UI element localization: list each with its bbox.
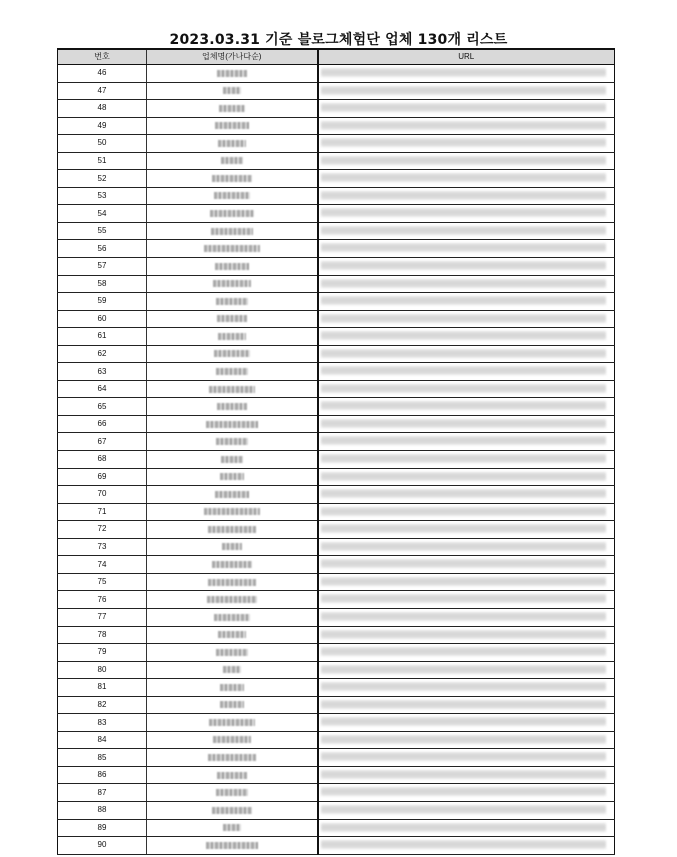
company-name-cell — [147, 784, 318, 802]
url-cell — [318, 661, 615, 679]
redacted-url — [321, 559, 607, 568]
redacted-company-name — [204, 245, 260, 252]
url-cell — [318, 433, 615, 451]
redacted-url — [321, 296, 607, 305]
row-number: 71 — [58, 503, 147, 521]
company-name-cell — [147, 82, 318, 100]
table-row — [58, 415, 615, 433]
redacted-url — [321, 489, 607, 498]
redacted-url — [321, 191, 607, 200]
redacted-company-name — [216, 298, 248, 305]
row-number: 87 — [58, 784, 147, 802]
url-cell — [318, 328, 615, 346]
url-cell — [318, 766, 615, 784]
row-number: 64 — [58, 380, 147, 398]
page-title: 2023.03.31 기준 블로그체험단 업체 130개 리스트 — [169, 32, 508, 48]
redacted-company-name — [214, 350, 250, 357]
company-name-cell — [147, 310, 318, 328]
url-cell — [318, 170, 615, 188]
company-name-cell — [147, 819, 318, 837]
row-number: 78 — [58, 626, 147, 644]
redacted-company-name — [208, 579, 256, 586]
url-cell — [318, 380, 615, 398]
url-cell — [318, 626, 615, 644]
company-name-cell — [147, 556, 318, 574]
table-row — [58, 380, 615, 398]
row-number: 57 — [58, 258, 147, 276]
redacted-company-name — [204, 508, 260, 515]
url-cell — [318, 679, 615, 697]
redacted-company-name — [217, 772, 247, 779]
redacted-url — [321, 86, 607, 95]
redacted-url — [321, 401, 607, 410]
table-row — [58, 608, 615, 626]
table-row — [58, 258, 615, 276]
table-row — [58, 486, 615, 504]
company-name-cell — [147, 328, 318, 346]
table-row — [58, 556, 615, 574]
url-cell — [318, 451, 615, 469]
company-name-cell — [147, 679, 318, 697]
redacted-company-name — [223, 666, 241, 673]
table-row — [58, 731, 615, 749]
redacted-company-name — [214, 192, 250, 199]
url-cell — [318, 608, 615, 626]
redacted-url — [321, 507, 607, 516]
table-row — [58, 749, 615, 767]
company-name-cell — [147, 503, 318, 521]
redacted-url — [321, 735, 607, 744]
table-row — [58, 363, 615, 381]
redacted-company-name — [220, 473, 244, 480]
redacted-url — [321, 752, 607, 761]
url-cell — [318, 521, 615, 539]
row-number: 80 — [58, 661, 147, 679]
url-cell — [318, 837, 615, 855]
table-row — [58, 345, 615, 363]
redacted-company-name — [217, 403, 247, 410]
company-name-cell — [147, 345, 318, 363]
company-name-cell — [147, 363, 318, 381]
url-cell — [318, 591, 615, 609]
redacted-url — [321, 156, 607, 165]
redacted-company-name — [220, 701, 244, 708]
redacted-url — [321, 436, 607, 445]
url-cell — [318, 222, 615, 240]
table-row — [58, 222, 615, 240]
company-name-cell — [147, 766, 318, 784]
table-row — [58, 591, 615, 609]
table-row — [58, 538, 615, 556]
url-cell — [318, 819, 615, 837]
redacted-company-name — [216, 368, 248, 375]
company-name-cell — [147, 187, 318, 205]
redacted-company-name — [213, 280, 251, 287]
row-number: 65 — [58, 398, 147, 416]
company-name-cell — [147, 240, 318, 258]
row-number: 51 — [58, 152, 147, 170]
url-cell — [318, 275, 615, 293]
url-cell — [318, 100, 615, 118]
redacted-url — [321, 366, 607, 375]
table-row — [58, 135, 615, 153]
url-cell — [318, 784, 615, 802]
company-name-cell — [147, 731, 318, 749]
redacted-company-name — [215, 491, 249, 498]
url-cell — [318, 749, 615, 767]
redacted-company-name — [218, 631, 246, 638]
redacted-url — [321, 384, 607, 393]
header-url: URL — [318, 49, 615, 65]
redacted-company-name — [222, 543, 242, 550]
company-name-cell — [147, 380, 318, 398]
url-cell — [318, 415, 615, 433]
company-name-cell — [147, 415, 318, 433]
url-cell — [318, 345, 615, 363]
table-row — [58, 644, 615, 662]
table-row — [58, 837, 615, 855]
company-name-cell — [147, 573, 318, 591]
redacted-url — [321, 103, 607, 112]
row-number: 67 — [58, 433, 147, 451]
url-cell — [318, 538, 615, 556]
url-cell — [318, 117, 615, 135]
redacted-url — [321, 261, 607, 270]
row-number: 56 — [58, 240, 147, 258]
table-row — [58, 170, 615, 188]
redacted-company-name — [209, 386, 255, 393]
redacted-url — [321, 138, 607, 147]
redacted-company-name — [206, 421, 258, 428]
redacted-url — [321, 349, 607, 358]
row-number: 50 — [58, 135, 147, 153]
table-row — [58, 573, 615, 591]
row-number: 46 — [58, 65, 147, 83]
redacted-company-name — [215, 122, 249, 129]
redacted-url — [321, 331, 607, 340]
company-name-cell — [147, 205, 318, 223]
company-name-cell — [147, 275, 318, 293]
redacted-url — [321, 700, 607, 709]
company-name-cell — [147, 626, 318, 644]
redacted-company-name — [212, 807, 252, 814]
url-cell — [318, 503, 615, 521]
redacted-url — [321, 630, 607, 639]
table-row — [58, 82, 615, 100]
row-number: 63 — [58, 363, 147, 381]
redacted-url — [321, 577, 607, 586]
redacted-company-name — [213, 736, 251, 743]
url-cell — [318, 135, 615, 153]
company-name-cell — [147, 135, 318, 153]
redacted-company-name — [216, 789, 248, 796]
redacted-company-name — [223, 824, 241, 831]
table-row — [58, 503, 615, 521]
url-cell — [318, 573, 615, 591]
company-list-table — [57, 48, 615, 855]
redacted-company-name — [223, 87, 241, 94]
redacted-url — [321, 524, 607, 533]
url-cell — [318, 310, 615, 328]
company-name-cell — [147, 170, 318, 188]
row-number: 48 — [58, 100, 147, 118]
redacted-url — [321, 542, 607, 551]
table-row — [58, 240, 615, 258]
row-number: 81 — [58, 679, 147, 697]
company-name-cell — [147, 222, 318, 240]
company-name-cell — [147, 258, 318, 276]
company-name-cell — [147, 521, 318, 539]
row-number: 86 — [58, 766, 147, 784]
redacted-company-name — [221, 157, 243, 164]
row-number: 70 — [58, 486, 147, 504]
company-name-cell — [147, 608, 318, 626]
company-name-cell — [147, 451, 318, 469]
redacted-company-name — [208, 754, 256, 761]
table-row — [58, 398, 615, 416]
redacted-company-name — [216, 649, 248, 656]
redacted-company-name — [217, 70, 247, 77]
row-number: 60 — [58, 310, 147, 328]
row-number: 66 — [58, 415, 147, 433]
table-row — [58, 766, 615, 784]
table-row — [58, 205, 615, 223]
redacted-company-name — [208, 526, 256, 533]
row-number: 68 — [58, 451, 147, 469]
redacted-url — [321, 121, 607, 130]
redacted-url — [321, 472, 607, 481]
table-row — [58, 521, 615, 539]
company-name-cell — [147, 398, 318, 416]
row-number: 88 — [58, 801, 147, 819]
url-cell — [318, 65, 615, 83]
redacted-company-name — [216, 438, 248, 445]
row-number: 79 — [58, 644, 147, 662]
redacted-company-name — [211, 228, 253, 235]
row-number: 49 — [58, 117, 147, 135]
table-row — [58, 310, 615, 328]
url-cell — [318, 556, 615, 574]
row-number: 77 — [58, 608, 147, 626]
row-number: 59 — [58, 293, 147, 311]
url-cell — [318, 801, 615, 819]
table-row — [58, 801, 615, 819]
redacted-url — [321, 243, 607, 252]
redacted-url — [321, 594, 607, 603]
company-name-cell — [147, 714, 318, 732]
row-number: 58 — [58, 275, 147, 293]
redacted-url — [321, 454, 607, 463]
redacted-company-name — [207, 596, 257, 603]
redacted-url — [321, 805, 607, 814]
redacted-url — [321, 840, 607, 849]
row-number: 85 — [58, 749, 147, 767]
redacted-url — [321, 173, 607, 182]
redacted-company-name — [221, 456, 243, 463]
table-row — [58, 328, 615, 346]
table-row — [58, 679, 615, 697]
url-cell — [318, 486, 615, 504]
table-row — [58, 661, 615, 679]
url-cell — [318, 398, 615, 416]
redacted-url — [321, 208, 607, 217]
redacted-url — [321, 68, 607, 77]
redacted-url — [321, 665, 607, 674]
row-number: 47 — [58, 82, 147, 100]
redacted-url — [321, 682, 607, 691]
redacted-url — [321, 823, 607, 832]
url-cell — [318, 82, 615, 100]
url-cell — [318, 644, 615, 662]
header-company-name: 업체명(가나다순) — [147, 49, 318, 65]
table-row — [58, 433, 615, 451]
table-row — [58, 152, 615, 170]
table-row — [58, 65, 615, 83]
table-row — [58, 784, 615, 802]
row-number: 89 — [58, 819, 147, 837]
company-name-cell — [147, 644, 318, 662]
table-row — [58, 626, 615, 644]
company-name-cell — [147, 696, 318, 714]
url-cell — [318, 714, 615, 732]
company-name-cell — [147, 433, 318, 451]
row-number: 69 — [58, 468, 147, 486]
table-row — [58, 451, 615, 469]
company-name-cell — [147, 661, 318, 679]
redacted-url — [321, 787, 607, 796]
redacted-url — [321, 647, 607, 656]
row-number: 53 — [58, 187, 147, 205]
table-row — [58, 275, 615, 293]
row-number: 72 — [58, 521, 147, 539]
row-number: 90 — [58, 837, 147, 855]
table-row — [58, 187, 615, 205]
company-name-cell — [147, 591, 318, 609]
row-number: 55 — [58, 222, 147, 240]
redacted-company-name — [217, 315, 247, 322]
redacted-company-name — [215, 263, 249, 270]
company-name-cell — [147, 749, 318, 767]
redacted-url — [321, 717, 607, 726]
table-row — [58, 100, 615, 118]
url-cell — [318, 731, 615, 749]
company-name-cell — [147, 65, 318, 83]
redacted-company-name — [218, 333, 246, 340]
url-cell — [318, 152, 615, 170]
company-name-cell — [147, 293, 318, 311]
redacted-company-name — [206, 842, 258, 849]
table-row — [58, 117, 615, 135]
row-number: 61 — [58, 328, 147, 346]
row-number: 62 — [58, 345, 147, 363]
company-name-cell — [147, 801, 318, 819]
row-number: 84 — [58, 731, 147, 749]
company-name-cell — [147, 538, 318, 556]
redacted-url — [321, 314, 607, 323]
table-row — [58, 696, 615, 714]
redacted-company-name — [219, 105, 245, 112]
redacted-company-name — [218, 140, 246, 147]
row-number: 75 — [58, 573, 147, 591]
redacted-url — [321, 419, 607, 428]
redacted-company-name — [209, 719, 255, 726]
table-row — [58, 293, 615, 311]
url-cell — [318, 258, 615, 276]
url-cell — [318, 363, 615, 381]
header-number: 번호 — [58, 49, 147, 65]
redacted-url — [321, 770, 607, 779]
company-name-cell — [147, 837, 318, 855]
redacted-url — [321, 279, 607, 288]
redacted-company-name — [212, 175, 252, 182]
company-name-cell — [147, 117, 318, 135]
redacted-company-name — [220, 684, 244, 691]
row-number: 73 — [58, 538, 147, 556]
url-cell — [318, 293, 615, 311]
row-number: 76 — [58, 591, 147, 609]
company-name-cell — [147, 468, 318, 486]
row-number: 54 — [58, 205, 147, 223]
row-number: 74 — [58, 556, 147, 574]
url-cell — [318, 187, 615, 205]
url-cell — [318, 205, 615, 223]
redacted-url — [321, 226, 607, 235]
row-number: 83 — [58, 714, 147, 732]
url-cell — [318, 696, 615, 714]
table-row — [58, 819, 615, 837]
company-name-cell — [147, 486, 318, 504]
row-number: 52 — [58, 170, 147, 188]
table-header-row — [58, 49, 615, 65]
redacted-company-name — [214, 614, 250, 621]
company-name-cell — [147, 100, 318, 118]
table-row — [58, 714, 615, 732]
redacted-url — [321, 612, 607, 621]
url-cell — [318, 468, 615, 486]
company-name-cell — [147, 152, 318, 170]
row-number: 82 — [58, 696, 147, 714]
redacted-company-name — [212, 561, 252, 568]
redacted-company-name — [210, 210, 254, 217]
table-row — [58, 468, 615, 486]
url-cell — [318, 240, 615, 258]
